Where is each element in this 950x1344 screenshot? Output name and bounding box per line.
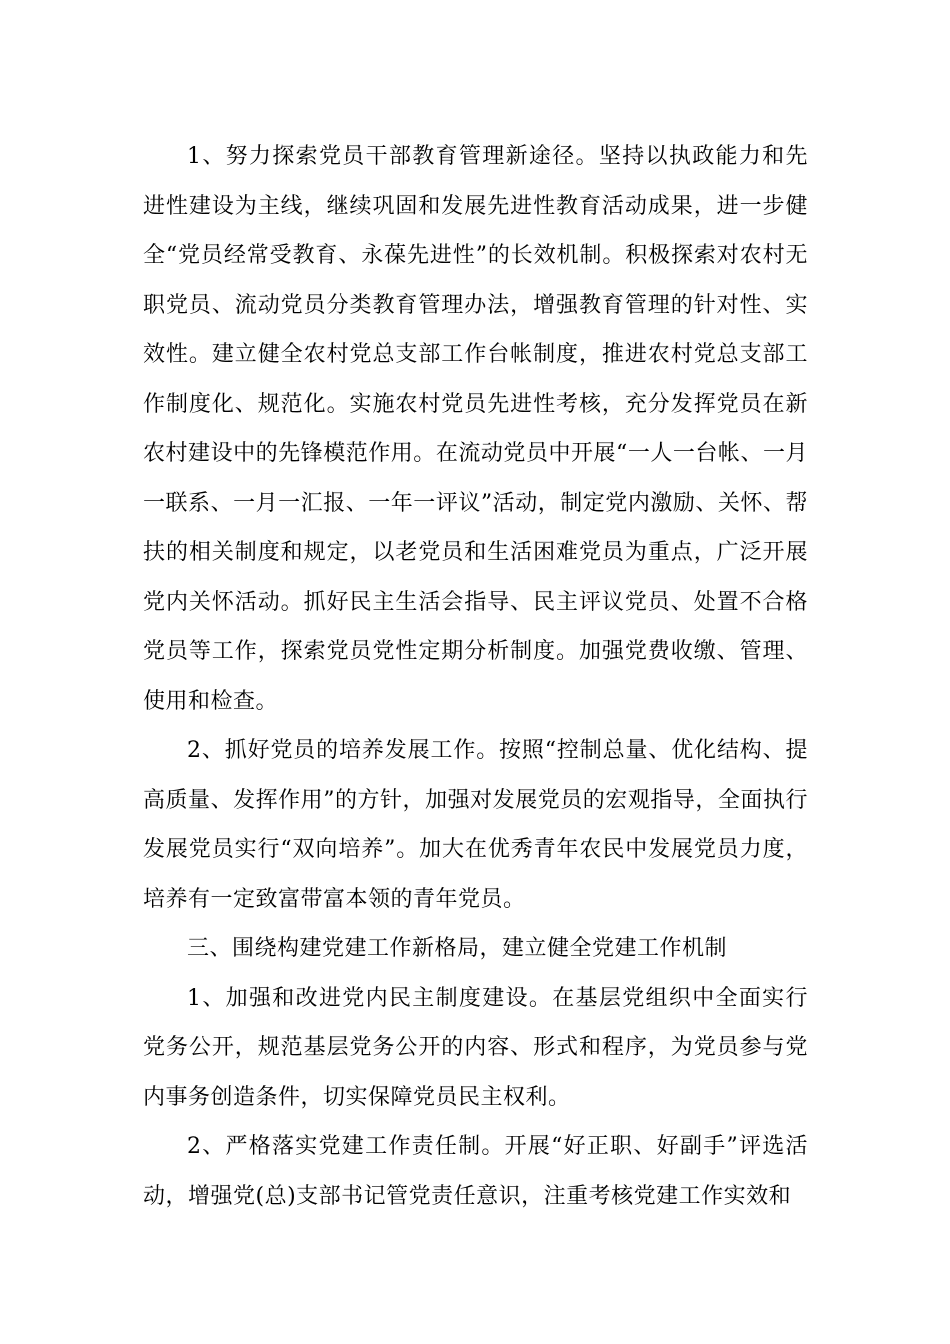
section-heading-party-building-mechanism: 三、围绕构建党建工作新格局，建立健全党建工作机制 (187, 936, 728, 961)
paragraph-member-development: 2、抓好党员的培养发展工作。按照“控制总量、优化结构、提高质量、发挥作用”的方针，加强对发展党员的宏观指导，全面执行发展党员实行“双向培养”。加大在优秀青年农民中发展党员力度，培养有一定致富带富本领的青年党员。 (143, 738, 808, 912)
paragraph-party-member-education: 1、努力探索党员干部教育管理新途径。坚持以执政能力和先进性建设为主线，继续巩固和发展先进性教育活动成果，进一步健全“党员经常受教育、永葆先进性”的长效机制。积极探索对农村无职党员、流动党员分类教育管理办法，增强教育管理的针对性、实效性。建立健全农村党总支部工作台帐制度，推进农村党总支部工作制度化、规范化。实施农村党员先进性考核，充分发挥党员在新农村建设中的先锋模范作用。在流动党员中开展“一人一台帐、一月一联系、一月一汇报、一年一评议”活动，制定党内激励、关怀、帮扶的相关制度和规定，以老党员和生活困难党员为重点，广泛开展党内关怀活动。抓好民主生活会指导、民主评议党员、处置不合格党员等工作，探索党员党性定期分析制度。加强党费收缴、管理、使用和检查。 (143, 144, 808, 714)
paragraph-responsibility-system: 2、严格落实党建工作责任制。开展“好正职、好副手”评选活动，增强党(总)支部书记管党责任意识，注重考核党建工作实效和 (143, 1134, 808, 1209)
document-body (143, 132, 808, 1221)
paragraph-inner-party-democracy: 1、加强和改进党内民主制度建设。在基层党组织中全面实行党务公开，规范基层党务公开的内容、形式和程序，为党员参与党内事务创造条件，切实保障党员民主权利。 (143, 985, 808, 1110)
